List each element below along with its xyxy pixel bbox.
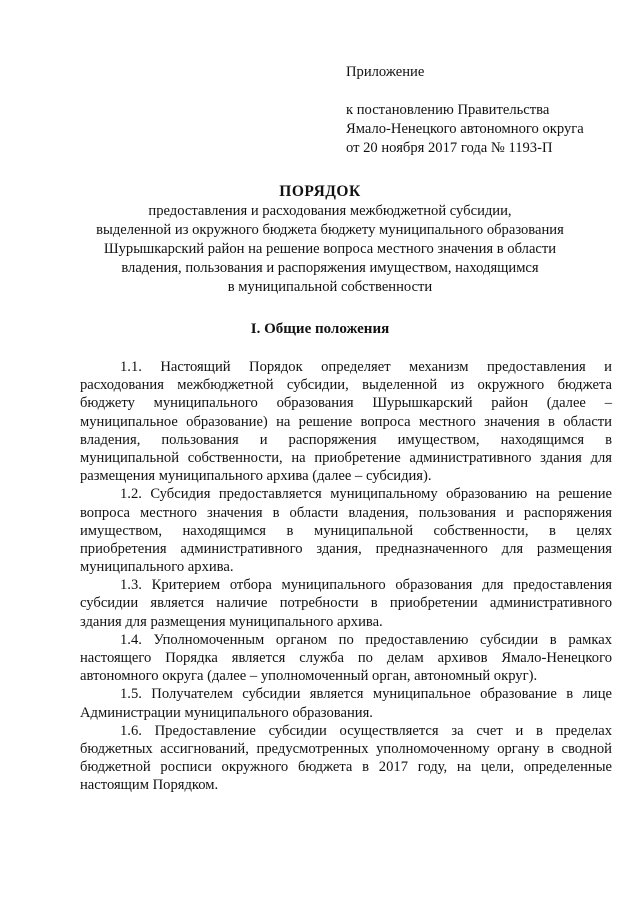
paragraph-line: автономного округа (далее – уполномоченный орган, автономный округ). [80,668,538,685]
paragraph-line: бюджетных ассигнований, предусмотренных уполномоченному органу в сводной [80,740,612,757]
paragraph-line: муниципальной собственности, на приобретение административного здания для [80,449,612,466]
document-title: ПОРЯДОК [279,183,361,200]
paragraph [80,631,612,686]
paragraph-line: вопроса местного значения в области владения, пользования и распоряжения [80,504,612,521]
paragraph [80,722,612,795]
paragraph [80,685,612,721]
subtitle-line: владения, пользования и распоряжения имуществом, находящимся [121,260,539,276]
paragraph-line: бюджетной росписи окружного бюджета в 2017 году, на цели, определенные [80,759,612,776]
paragraph-line: 1.2. Субсидия предоставляется муниципальному образованию на решение [120,486,612,503]
subtitle-line: выделенной из окружного бюджета бюджету муниципального образования [96,222,564,238]
paragraph-line: имуществом, находящимся в муниципальной собственности, в целях [80,522,612,539]
paragraph-line: расходования межбюджетной субсидии, выделенной из окружного бюджета [80,377,612,394]
paragraph-line: размещения муниципального архива (далее – субсидия). [80,468,432,485]
document-body [80,358,612,795]
subtitle-line: в муниципальной собственности [227,279,433,295]
paragraph-line: субсидии является наличие потребности в приобретении административного [80,595,612,612]
paragraph-line: 1.4. Уполномоченным органом по предоставлению субсидии в рамках [120,631,612,648]
paragraph-line: настоящим Порядком. [80,777,219,794]
paragraph-line: муниципального архива. [80,559,234,576]
appendix-ref-line: от 20 ноября 2017 года № 1193-П [346,140,553,156]
paragraph-line: 1.6. Предоставление субсидии осуществляется за счет и в пределах [120,722,612,739]
appendix-ref-line: Ямало-Ненецкого автономного округа [346,121,584,137]
paragraph-line: владения, пользования и распоряжения имуществом, находящимся в [80,431,612,448]
appendix-block [346,63,626,158]
paragraph [80,576,612,631]
subtitle-line: предоставления и расходования межбюджетной субсидии, [148,203,512,219]
paragraph-line: 1.1. Настоящий Порядок определяет механизм предоставления и [120,359,612,375]
paragraph-line: Администрации муниципального образования. [80,704,373,721]
section-heading: I. Общие положения [250,321,390,337]
paragraph-line: 1.3. Критерием отбора муниципального образования для предоставления [120,577,612,594]
paragraph-line: приобретения административного здания, предназначенного для размещения [80,540,612,557]
paragraph-line: 1.5. Получателем субсидии является муниципальное образование в лице [120,686,612,703]
paragraph [80,358,612,485]
paragraph-line: здания для размещения муниципального архива. [80,613,383,630]
document-subtitle [60,202,600,297]
paragraph [80,485,612,576]
appendix-label: Приложение [346,64,425,80]
paragraph-line: бюджету муниципального образования Шурышкарский район (далее – [80,395,612,412]
paragraph-line: муниципальное образование) на решение вопроса местного значения в области [80,413,612,430]
paragraph-line: настоящего Порядка является служба по делам архивов Ямало-Ненецкого [80,650,612,666]
subtitle-line: Шурышкарский район на решение вопроса местного значения в области [103,241,557,257]
appendix-ref-line: к постановлению Правительства [346,102,550,118]
